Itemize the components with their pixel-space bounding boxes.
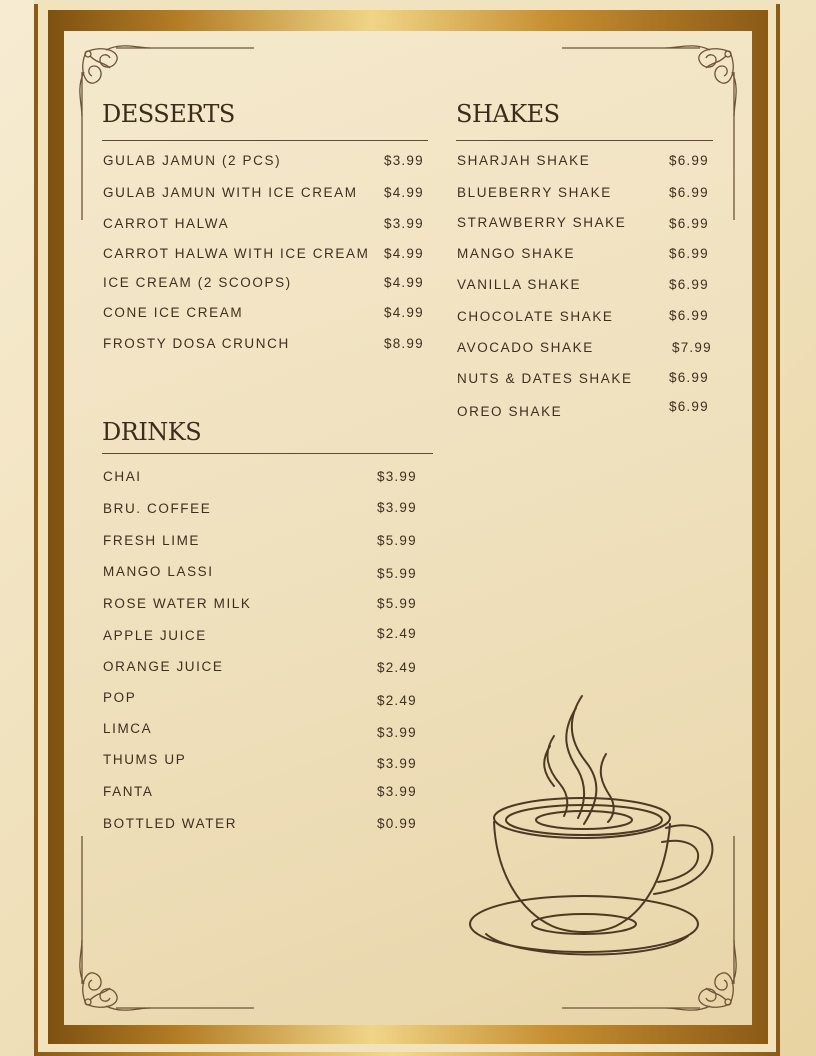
dessert-item-name: GULAB JAMUN WITH ICE CREAM xyxy=(103,185,358,200)
drink-item-name: THUMS UP xyxy=(103,752,187,767)
frame-top-edge xyxy=(34,0,780,4)
shake-item-name: MANGO SHAKE xyxy=(457,246,576,261)
dessert-item-price: $4.99 xyxy=(384,305,424,320)
drink-item-name: POP xyxy=(103,690,137,705)
coffee-cup-icon xyxy=(466,690,718,970)
dessert-item-price: $4.99 xyxy=(384,275,424,290)
shake-item-price: $6.99 xyxy=(669,308,709,323)
shakes-divider xyxy=(456,140,713,141)
shake-item-price: $6.99 xyxy=(669,370,709,385)
dessert-item-price: $4.99 xyxy=(384,246,424,261)
shake-item-name: OREO SHAKE xyxy=(457,404,563,419)
dessert-item-name: CONE ICE CREAM xyxy=(103,305,244,320)
drink-item-price: $3.99 xyxy=(377,756,417,771)
shake-item-name: STRAWBERRY SHAKE xyxy=(457,215,627,230)
drink-item-price: $5.99 xyxy=(377,533,417,548)
drink-item-name: FANTA xyxy=(103,784,154,799)
drink-item-price: $2.49 xyxy=(377,626,417,641)
dessert-item-name: ICE CREAM (2 SCOOPS) xyxy=(103,275,292,290)
drink-item-name: MANGO LASSI xyxy=(103,564,214,579)
dessert-item-name: CARROT HALWA WITH ICE CREAM xyxy=(103,246,370,261)
drink-item-name: APPLE JUICE xyxy=(103,628,207,643)
shake-item-price: $6.99 xyxy=(669,277,709,292)
shake-item-price: $6.99 xyxy=(669,246,709,261)
drink-item-name: FRESH LIME xyxy=(103,533,201,548)
shake-item-name: BLUEBERRY SHAKE xyxy=(457,185,612,200)
shake-item-price: $6.99 xyxy=(669,153,709,168)
flourish-corner-icon xyxy=(76,834,256,1014)
shake-item-name: NUTS & DATES SHAKE xyxy=(457,371,633,386)
dessert-item-name: FROSTY DOSA CRUNCH xyxy=(103,336,290,351)
shakes-title: SHAKES xyxy=(456,100,560,128)
drink-item-name: ORANGE JUICE xyxy=(103,659,224,674)
shake-item-price: $6.99 xyxy=(669,216,709,231)
shake-item-name: SHARJAH SHAKE xyxy=(457,153,591,168)
dessert-item-price: $8.99 xyxy=(384,336,424,351)
shake-item-name: VANILLA SHAKE xyxy=(457,277,582,292)
dessert-item-price: $4.99 xyxy=(384,185,424,200)
shake-item-price: $6.99 xyxy=(669,185,709,200)
dessert-item-name: CARROT HALWA xyxy=(103,216,230,231)
dessert-item-price: $3.99 xyxy=(384,216,424,231)
drink-item-name: BOTTLED WATER xyxy=(103,816,238,831)
drink-item-name: CHAI xyxy=(103,469,142,484)
drink-item-price: $3.99 xyxy=(377,725,417,740)
shake-item-name: AVOCADO SHAKE xyxy=(457,340,594,355)
drinks-divider xyxy=(102,453,433,454)
shake-item-name: CHOCOLATE SHAKE xyxy=(457,309,614,324)
drink-item-price: $3.99 xyxy=(377,500,417,515)
shake-item-price: $6.99 xyxy=(669,399,709,414)
drink-item-name: ROSE WATER MILK xyxy=(103,596,252,611)
drink-item-name: BRU. COFFEE xyxy=(103,501,212,516)
desserts-divider xyxy=(102,140,428,141)
drink-item-price: $3.99 xyxy=(377,784,417,799)
dessert-item-name: GULAB JAMUN (2 PCS) xyxy=(103,153,282,168)
drink-item-price: $5.99 xyxy=(377,566,417,581)
shake-item-price: $7.99 xyxy=(672,340,712,355)
drink-item-price: $0.99 xyxy=(377,816,417,831)
drink-item-name: LIMCA xyxy=(103,721,153,736)
dessert-item-price: $3.99 xyxy=(384,153,424,168)
drink-item-price: $5.99 xyxy=(377,596,417,611)
drink-item-price: $2.49 xyxy=(377,693,417,708)
drink-item-price: $2.49 xyxy=(377,660,417,675)
drink-item-price: $3.99 xyxy=(377,469,417,484)
drinks-title: DRINKS xyxy=(102,418,202,446)
desserts-title: DESSERTS xyxy=(102,100,235,128)
